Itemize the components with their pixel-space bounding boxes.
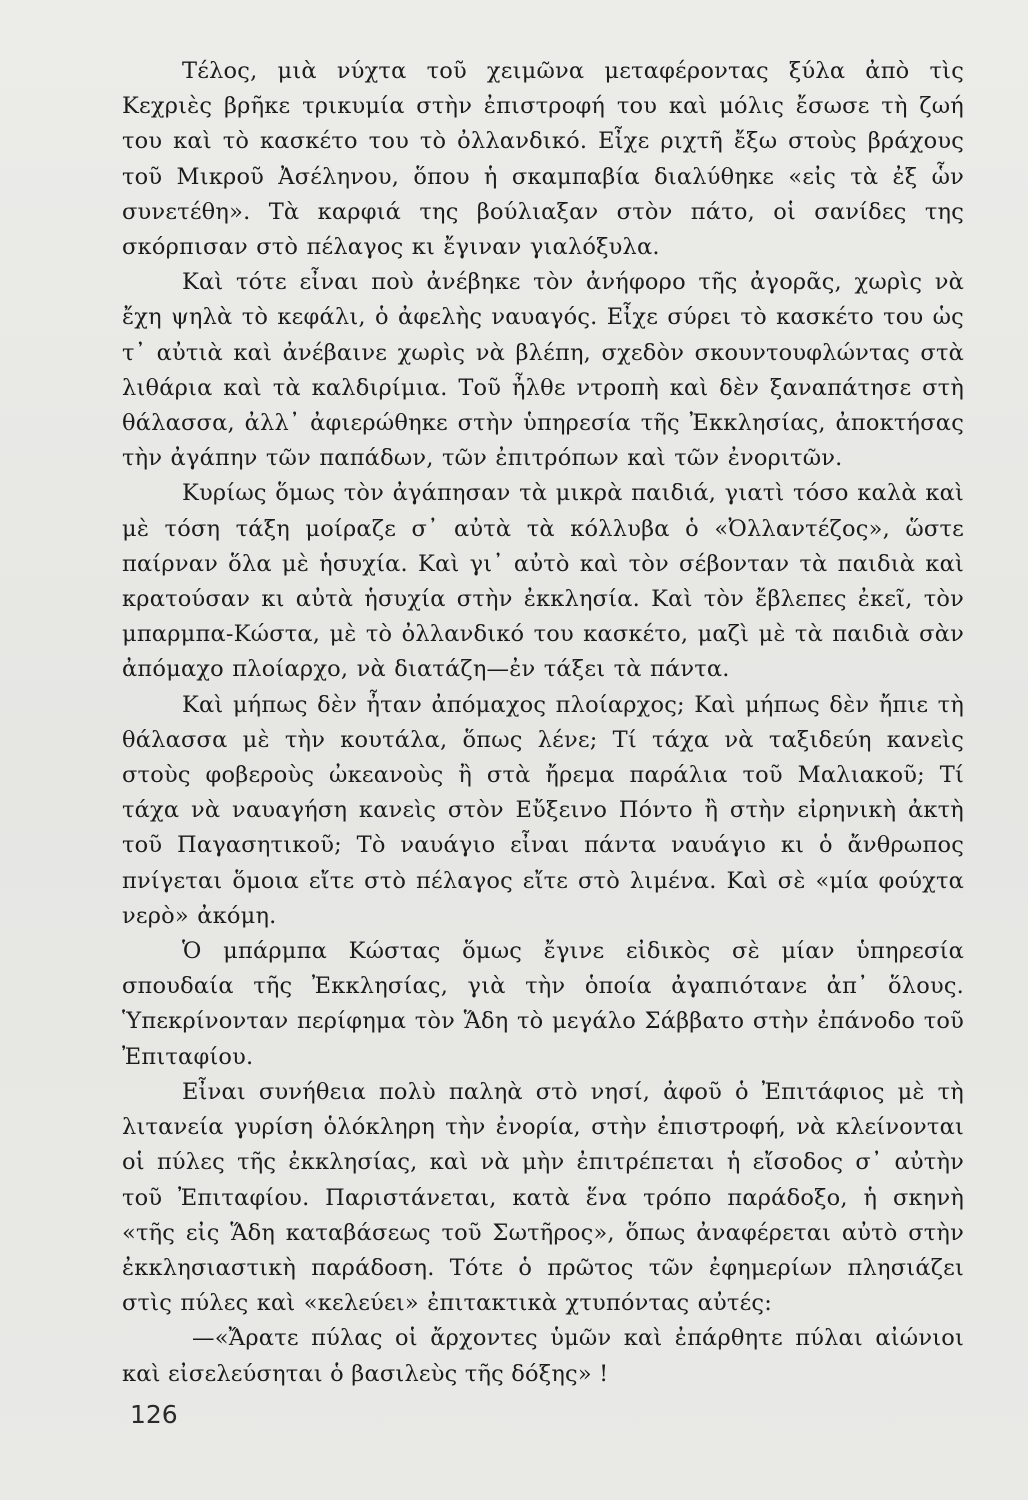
paragraph-2: Καὶ τότε εἶναι ποὺ ἀνέβηκε τὸν ἀνήφορο τῆς ἀγορᾶς, χωρὶς νὰ ἔχη ψηλὰ τὸ κεφάλι, ὁ ἀφελὴς ναυαγός. Εἶχε σύρει τὸ κασκέτο του ὡς τ᾿ αὐτιὰ καὶ ἀνέβαινε χωρὶς νὰ βλέπη, σχεδὸν σκουντουφλώντας στὰ λιθάρια καὶ τὰ καλδιρίμια. Τοῦ ἦλθε ντροπὴ καὶ δὲν ξαναπάτησε στὴ θάλασσα, ἀλλ᾿ ἀφιερώθηκε στὴν ὑπηρεσία τῆς Ἐκκλησίας, ἀποκτήσας τὴν ἀγάπην τῶν παπάδων, τῶν ἐπιτρόπων καὶ τῶν ἐνοριτῶν. [122,269,964,472]
paragraph-6: Εἶναι συνήθεια πολὺ παληὰ στὸ νησί, ἀφοῦ ὁ Ἐπιτάφιος μὲ τὴ λιτανεία γυρίση ὁλόκληρη τὴν ἐνορία, στὴν ἐπιστροφή, νὰ κλείνονται οἱ πύλες τῆς ἐκκλησίας, καὶ νὰ μὴν ἐπιτρέπεται ἡ εἴσοδος σ᾿ αὐτὴν τοῦ Ἐπιταφίου. Παριστάνεται, κατὰ ἕνα τρόπο παράδοξο, ἡ σκηνὴ «τῆς εἰς Ἅδη καταβάσεως τοῦ Σωτῆρος», ὅπως ἀναφέρεται αὐτὸ στὴν ἐκκλησιαστικὴ παράδοση. Τότε ὁ πρῶτος τῶν ἐφημερίων πλησιάζει στὶς πύλες καὶ «κελεύει» ἐπιτακτικὰ χτυπόντας αὐτές: [122,1078,964,1317]
body-text [122,54,964,1392]
liturgical-quote: —«Ἄρατε πύλας οἱ ἄρχοντες ὑμῶν καὶ ἐπάρθητε πύλαι αἰώνιοι καὶ εἰσελεύσηται ὁ βασιλεὺς τῆς δόξης» ! [122,1325,964,1387]
paragraph-1: Τέλος, μιὰ νύχτα τοῦ χειμῶνα μεταφέροντας ξύλα ἀπὸ τὶς Κεχριὲς βρῆκε τρικυμία στὴν ἐπιστροφή του καὶ μόλις ἔσωσε τὴ ζωή του καὶ τὸ κασκέτο του τὸ ὀλλανδικό. Εἶχε ριχτῆ ἔξω στοὺς βράχους τοῦ Μικροῦ Ἀσέληνου, ὅπου ἡ σκαμπαβία διαλύθηκε «εἰς τὰ ἐξ ὧν συνετέθη». Τὰ καρφιά της βούλιαξαν στὸν πάτο, οἱ σανίδες της σκόρπισαν στὸ πέλαγος κι ἔγιναν γιαλόξυλα. [122,58,964,261]
paragraph-5: Ὁ μπάρμπα Κώστας ὅμως ἔγινε εἰδικὸς σὲ μίαν ὑπηρεσία σπουδαία τῆς Ἐκκλησίας, γιὰ τὴν ὁποία ἀγαπιότανε ἀπ᾿ ὅλους. Ὑπεκρίνονταν περίφημα τὸν Ἅδη τὸ μεγάλο Σάββατο στὴν ἐπάνοδο τοῦ Ἐπιταφίου. [122,938,964,1070]
paragraph-4: Καὶ μήπως δὲν ἦταν ἀπόμαχος πλοίαρχος; Καὶ μήπως δὲν ἤπιε τὴ θάλασσα μὲ τὴν κουτάλα, ὅπως λένε; Τί τάχα νὰ ταξιδεύη κανεὶς στοὺς φοβεροὺς ὠκεανοὺς ἢ στὰ ἤρεμα παράλια τοῦ Μαλιακοῦ; Τί τάχα νὰ ναυαγήση κανεὶς στὸν Εὔξεινο Πόντο ἢ στὴν εἰρηνικὴ ἀκτὴ τοῦ Παγασητικοῦ; Τὸ ναυάγιο εἶναι πάντα ναυάγιο κι ὁ ἄνθρωπος πνίγεται ὅμοια εἴτε στὸ πέλαγος εἴτε στὸ λιμένα. Καὶ σὲ «μία φούχτα νερὸ» ἀκόμη. [122,691,964,929]
page-number: 126 [130,1400,178,1429]
paragraph-3: Κυρίως ὅμως τὸν ἀγάπησαν τὰ μικρὰ παιδιά, γιατὶ τόσο καλὰ καὶ μὲ τόση τάξη μοίραζε σ᾿ αὐτὰ τὰ κόλλυβα ὁ «Ὀλλαντέζος», ὥστε παίρναν ὅλα μὲ ἡσυχία. Καὶ γι᾿ αὐτὸ καὶ τὸν σέβονταν τὰ παιδιὰ καὶ κρατούσαν κι αὐτὰ ἡσυχία στὴν ἐκκλησία. Καὶ τὸν ἔβλεπες ἐκεῖ, τὸν μπαρμπα-Κώστα, μὲ τὸ ὀλλανδικό του κασκέτο, μαζὶ μὲ τὰ παιδιὰ σὰν ἀπόμαχο πλοίαρχο, νὰ διατάζη—ἐν τάξει τὰ πάντα. [122,480,964,683]
